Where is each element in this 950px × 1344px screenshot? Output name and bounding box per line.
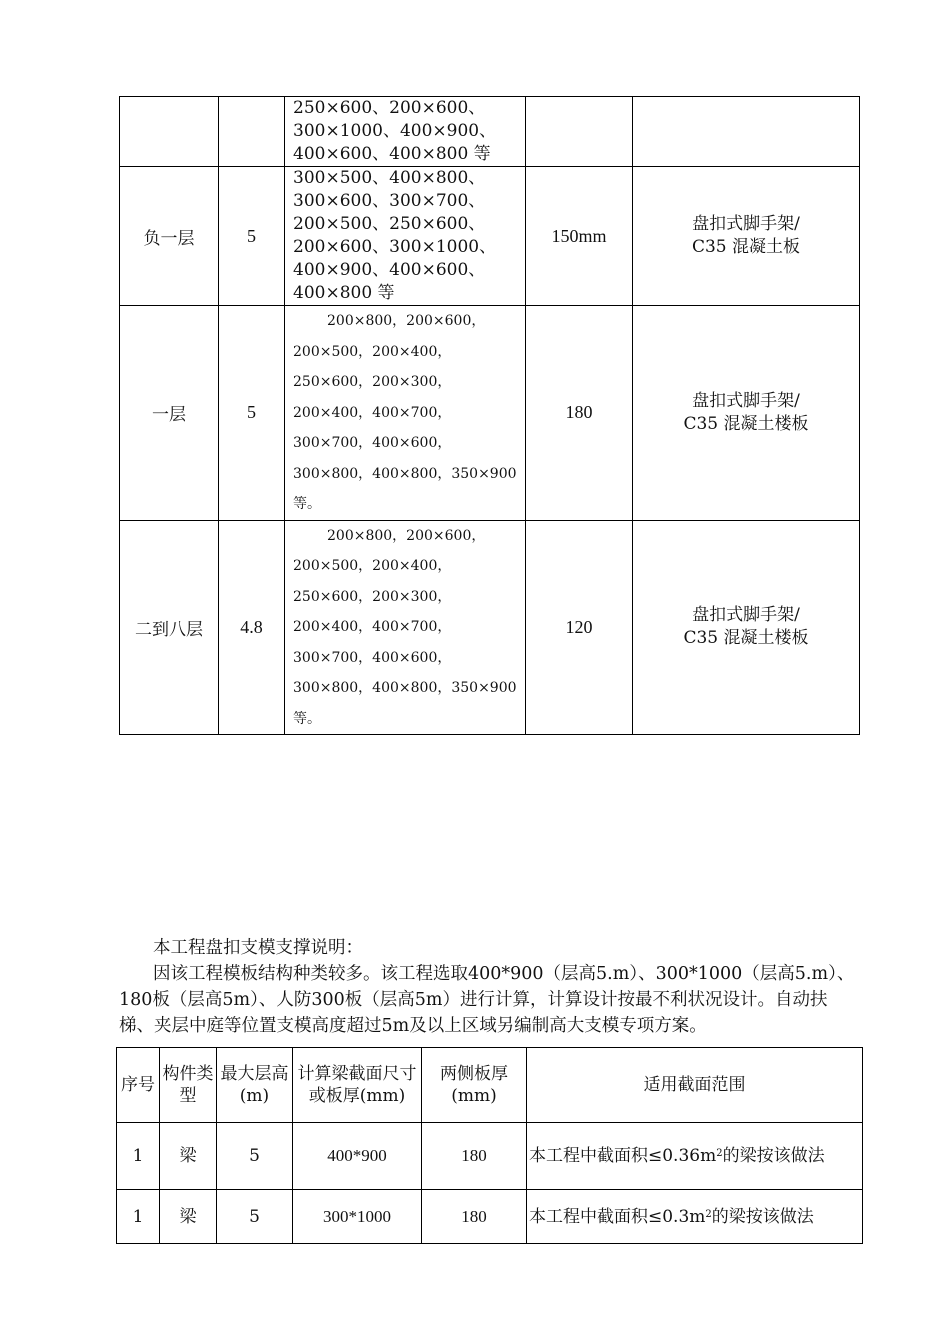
range-text-end: 的梁按该做法: [722, 1146, 825, 1166]
height-cell: 4.8: [219, 520, 285, 735]
table-header-row: [117, 1048, 863, 1123]
table-row: [120, 520, 860, 735]
height-cell: 5: [219, 167, 285, 306]
type-cell: 梁: [160, 1123, 217, 1190]
size-cell: 300*1000: [293, 1190, 422, 1244]
size-cell: 400*900: [293, 1123, 422, 1190]
formwork-table: [119, 96, 860, 735]
thickness-cell: 150mm: [526, 167, 633, 306]
header-height: 最大层高(m): [217, 1048, 293, 1123]
support-cell: [633, 97, 860, 167]
table-row: [120, 167, 860, 306]
floor-cell: 一层: [120, 306, 219, 521]
calculation-table: [116, 1047, 863, 1244]
description-paragraph: 因该工程模板结构种类较多。该工程选取400*900（层高5.m）、300*1000（层高5.m）、180板（层高5m）、人防300板（层高5m）进行计算，计算设计按最不利状况设计。自动扶梯、夹层中庭等位置支模高度超过5m及以上区域另编制高大支模专项方案。: [119, 964, 855, 1036]
no-cell: 1: [117, 1190, 160, 1244]
header-type: 构件类型: [160, 1048, 217, 1123]
range-cell: [527, 1190, 863, 1244]
range-text-end: 的梁按该做法: [711, 1206, 814, 1227]
height-cell: 5: [219, 306, 285, 521]
spec-cell: [285, 520, 526, 735]
superscript: 2: [716, 1148, 723, 1159]
support-cell: 盘扣式脚手架/ C35 混凝土楼板: [633, 306, 860, 521]
thickness-cell: 180: [526, 306, 633, 521]
support-cell: 盘扣式脚手架/ C35 混凝土楼板: [633, 520, 860, 735]
spec-cell: 250×600、200×600、300×1000、400×900、400×600、400×800 等: [285, 97, 526, 167]
height-cell: 5: [217, 1190, 293, 1244]
spec-text: 200×800，200×600，200×500，200×400，250×600，200×300，200×400，400×700，300×700，400×600，300×800，400×800，350×900 等。: [293, 313, 517, 512]
header-range: 适用截面范围: [527, 1048, 863, 1123]
table-row: [117, 1123, 863, 1190]
height-cell: [219, 97, 285, 167]
spec-cell: [285, 306, 526, 521]
slab-cell: 180: [422, 1123, 527, 1190]
spec-text: 200×800，200×600，200×500，200×400，250×600，200×300，200×400，400×700，300×700，400×600，300×800，400×800，350×900 等。: [293, 527, 517, 727]
floor-cell: 负一层: [120, 167, 219, 306]
thickness-cell: [526, 97, 633, 167]
type-cell: 梁: [160, 1190, 217, 1244]
thickness-cell: 120: [526, 520, 633, 735]
range-text: 本工程中截面积≤0.36m: [529, 1146, 717, 1166]
section-heading: 本工程盘扣支模支撑说明：: [153, 938, 363, 958]
header-no: 序号: [117, 1048, 160, 1123]
range-cell: [527, 1123, 863, 1190]
height-cell: 5: [217, 1123, 293, 1190]
floor-cell: 二到八层: [120, 520, 219, 735]
superscript: 2: [705, 1208, 712, 1220]
support-cell: 盘扣式脚手架/ C35 混凝土板: [633, 167, 860, 306]
spec-cell: 300×500、400×800、300×600、300×700、200×500、250×600、200×600、300×1000、400×900、400×600、400×800 等: [285, 167, 526, 306]
floor-cell: [120, 97, 219, 167]
slab-cell: 180: [422, 1190, 527, 1244]
header-size: 计算梁截面尺寸或板厚(mm): [293, 1048, 422, 1123]
no-cell: 1: [117, 1123, 160, 1190]
range-text: 本工程中截面积≤0.3m: [529, 1206, 706, 1227]
table-row: [120, 97, 860, 167]
table-row: [120, 306, 860, 521]
header-slab: 两侧板厚(mm): [422, 1048, 527, 1123]
table-row: [117, 1190, 863, 1244]
